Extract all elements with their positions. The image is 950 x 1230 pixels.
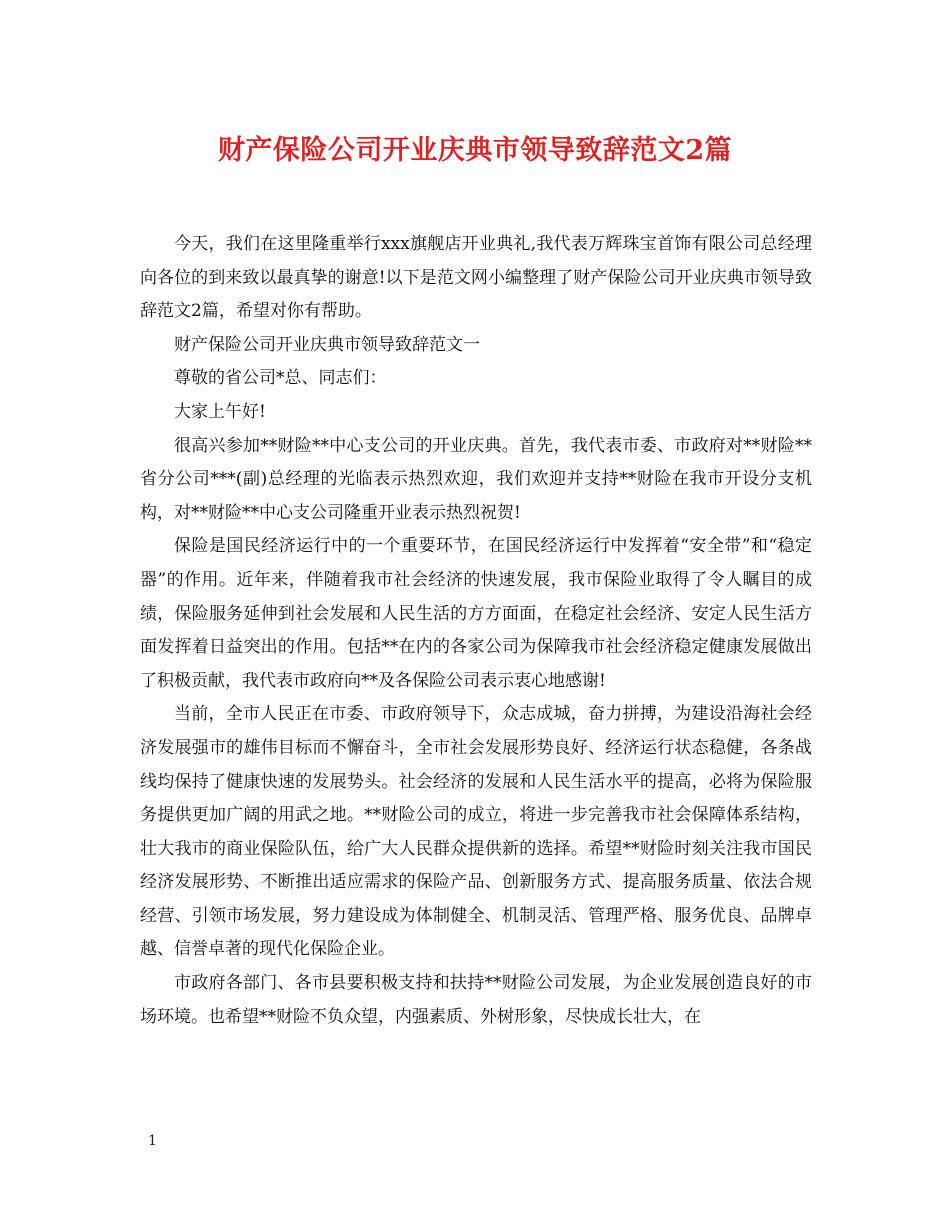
paragraph-greeting: 大家上午好! (174, 401, 266, 422)
page-number: 1 (148, 1133, 157, 1149)
paragraph-welcome: 很高兴参加**财险**中心支公司的开业庆典。首先，我代表市委、市政府对**财险**省分公司***(副)总经理的光临表示热烈欢迎，我们欢迎并支持**财险在我市开设分支机构，对**财险**中心支公司隆重开业表示热烈祝贺! (140, 435, 812, 523)
paragraph-insurance-role: 保险是国民经济运行中的一个重要环节，在国民经济运行中发挥着“安全带”和“稳定器”的作用。近年来，伴随着我市社会经济的快速发展，我市保险业取得了令人瞩目的成绩，保险服务延伸到社会发展和人民生活的方方面面，在稳定社会经济、安定人民生活方面发挥着日益突出的作用。包括**在内的各家公司为保障我市社会经济稳定健康发展做出了积极贡献，我代表市政府向**及各保险公司表示衷心地感谢! (140, 536, 812, 691)
paragraph-intro: 今天，我们在这里隆重举行xxx旗舰店开业典礼,我代表万辉珠宝首饰有限公司总经理向各位的到来致以最真挚的谢意!以下是范文网小编整理了财产保险公司开业庆典市领导致辞范文2篇，希望对你有帮助。 (140, 234, 812, 322)
document-title: 财产保险公司开业庆典市领导致辞范文2篇 (217, 135, 733, 166)
paragraph-subheading: 财产保险公司开业庆典市领导致辞范文一 (174, 334, 480, 355)
paragraph-government-support: 市政府各部门、各市县要积极支持和扶持**财险公司发展，为企业发展创造良好的市场环境。也希望**财险不负众望，内强素质、外树形象，尽快成长壮大，在 (140, 973, 812, 1027)
paragraph-salutation: 尊敬的省公司*总、同志们： (174, 368, 387, 389)
document-body (140, 228, 812, 1034)
paragraph-current-situation: 当前，全市人民正在市委、市政府领导下，众志成城，奋力拼搏，为建设沿海社会经济发展强市的雄伟目标而不懈奋斗，全市社会发展形势良好、经济运行状态稳健，各条战线均保持了健康快速的发展势头。社会经济的发展和人民生活水平的提高，必将为保险服务提供更加广阔的用武之地。**财险公司的成立，将进一步完善我市社会保障体系结构，壮大我市的商业保险队伍，给广大人民群众提供新的选择。希望**财险时刻关注我市国民经济发展形势、不断推出适应需求的保险产品、创新服务方式、提高服务质量、依法合规经营、引领市场发展，努力建设成为体制健全、机制灵活、管理严格、服务优良、品牌卓越、信誉卓著的现代化保险企业。 (140, 704, 812, 960)
